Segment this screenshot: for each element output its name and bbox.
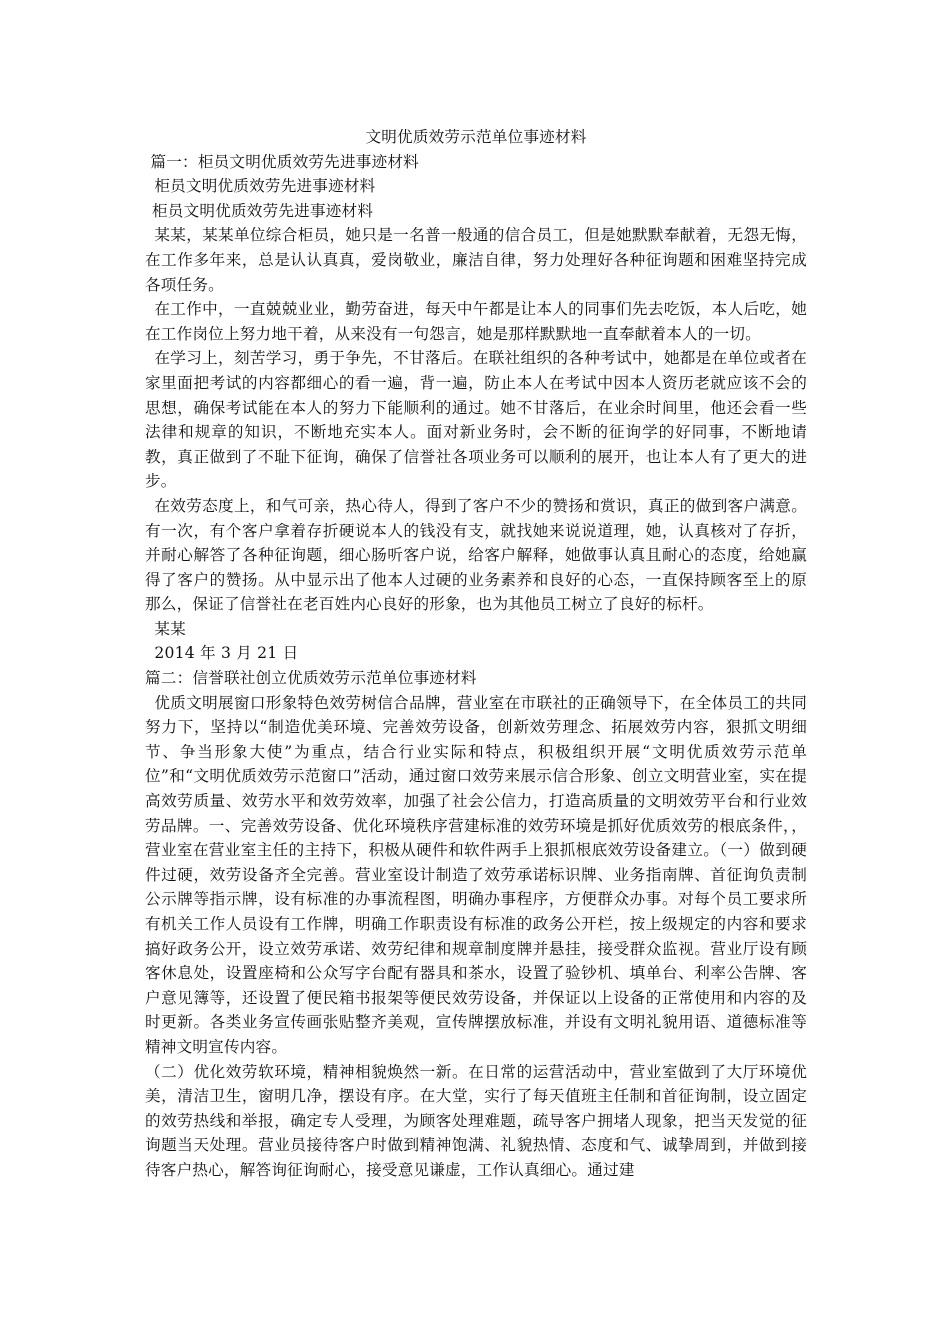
paragraph-work: 在工作中，一直兢兢业业，勤劳奋进，每天中午都是让本人的同事们先去吃饭，本人后吃，她在工作岗位上努力地干着，从来没有一句怨言，她是那样默默地一直奉献着本人的一切。 [145, 300, 807, 343]
document-page [145, 125, 807, 1183]
heading-part-one: 篇一：柜员文明优质效劳先进事迹材料 [150, 152, 419, 171]
heading-sub-one: 柜员文明优质效劳先进事迹材料 [154, 177, 376, 196]
heading-sub-two: 柜员文明优质效劳先进事迹材料 [152, 201, 374, 220]
signature-name: 某某 [154, 619, 186, 638]
paragraph-intro: 某某，某某单位综合柜员，她只是一名普一般通的信合员工，但是她默默奉献着，无怨无悔，在工作多年来，总是认认真真，爱岗敬业，廉洁自律，努力处理好各种征询题和困难坚持完成各项任务。 [145, 226, 807, 294]
paragraph-service-attitude: 在效劳态度上，和气可亲，热心待人，得到了客户不少的赞扬和赏识，真正的做到客户满意。有一次，有个客户拿着存折硬说本人的钱没有支，就找她来说说道理，她，认真核对了存折，并耐心解答了各种征询题，细心肠听客户说，给客户解释，她做事认真且耐心的态度，给她赢得了客户的赞扬。从中显示出了他本人过硬的业务素养和良好的心态，一直保持顾客至上的原那么，保证了信誉社在老百姓内心良好的形象，也为其他员工树立了良好的标杆。 [145, 496, 807, 614]
paragraph-part-two-main: 优质文明展窗口形象特色效劳树信合品牌，营业室在市联社的正确领导下，在全体员工的共同努力下，坚持以“制造优美环境、完善效劳设备，创新效劳理念、拓展效劳内容，狠抓文明细节、争当形象大使”为重点，结合行业实际和特点，积极组织开展“文明优质效劳示范单位”和“文明优质效劳示范窗口”活动，通过窗口效劳来展示信合形象、创立文明营业室，实在提高效劳质量、效劳水平和效劳效率，加强了社会公信力，打造高质量的文明效劳平台和行业效劳品牌。一、完善效劳设备、优化环境秩序营建标准的效劳环境是抓好优质效劳的根底条件，，营业室在营业室主任的主持下，积极从硬件和软件两手上狠抓根底效劳设备建立。（一）做到硬件过硬，效劳设备齐全完善。营业室设计制造了效劳承诺标识牌、业务指南牌、首征询负责制公示牌等指示牌，设有标准的办事流程图，明确办事程序，方便群众办事。对每个员工要求所有机关工作人员设有工作牌，明确工作职责设有标准的政务公开栏，按上级规定的内容和要求搞好政务公开，设立效劳承诺、效劳纪律和规章制度牌并悬挂，接受群众监视。营业厅设有顾客休息处，设置座椅和公众写字台配有器具和茶水，设置了验钞机、填单台、利率公告牌、客户意见簿等，还设置了便民箱书报架等便民效劳设备，并保证以上设备的正常使用和内容的及时更新。各类业务宣传画张贴整齐美观，宣传牌摆放标准，并设有文明礼貌用语、道德标准等精神文明宣传内容。 [145, 693, 807, 1056]
paragraph-soft-environment: （二）优化效劳软环境，精神相貌焕然一新。在日常的运营活动中，营业室做到了大厅环境优美，清洁卫生，窗明几净，摆设有序。在大堂，实行了每天值班主任制和首征询制，设立固定的效劳热线和举报，确定专人受理，为顾客处理难题，疏导客户拥堵人现象，把当天发觉的征询题当天处理。营业员接待客户时做到精神饱满、礼貌热情、态度和气、诚挚周到，并做到接待客户热心，解答询征询耐心，接受意见谦虚，工作认真细心。通过建 [145, 1062, 807, 1179]
heading-part-two: 篇二：信誉联社创立优质效劳示范单位事迹材料 [145, 669, 477, 688]
document-title: 文明优质效劳示范单位事迹材料 [365, 128, 587, 146]
signature-date: 2014 年 3 月 21 日 [154, 644, 299, 663]
paragraph-study: 在学习上，刻苦学习，勇于争先，不甘落后。在联社组织的各种考试中，她都是在单位或者在家里面把考试的内容都细心的看一遍，背一遍，防止本人在考试中因本人资历老就应该不会的思想，确保考试能在本人的努力下能顺利的通过。她不甘落后，在业余时间里，他还会看一些法律和规章的知识，不断地充实本人。面对新业务时，会不断的征询学的好同事，不断地请教，真正做到了不耻下征询，确保了信誉社各项业务可以顺利的展开，也让本人有了更大的进步。 [145, 349, 807, 491]
